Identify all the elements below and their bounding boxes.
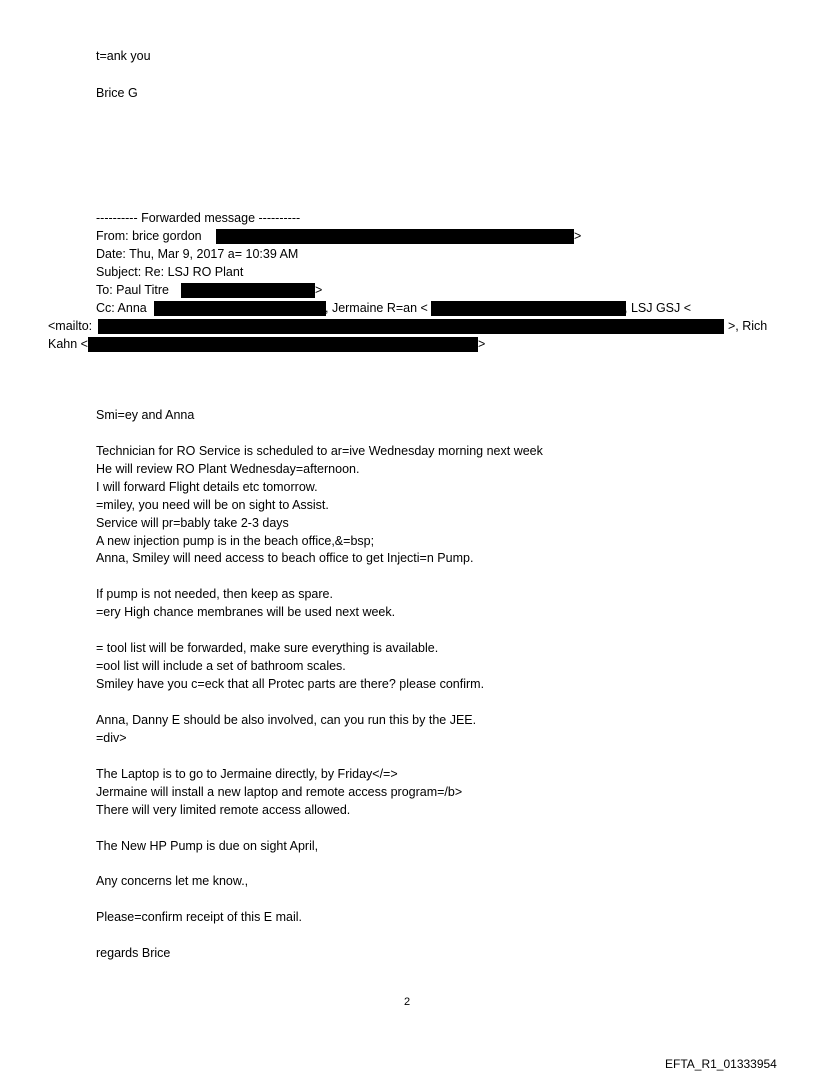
kahn-suffix: > xyxy=(478,337,486,351)
body-line: I will forward Flight details etc tomorrow. xyxy=(96,480,318,494)
body-line: Jermaine will install a new laptop and remote access program=/b> xyxy=(96,785,463,799)
body-line: Any concerns let me know., xyxy=(96,874,249,888)
cc-lsj: , LSJ GSJ < xyxy=(624,301,692,315)
body-line: There will very limited remote access allowed. xyxy=(96,803,351,817)
from-suffix: > xyxy=(574,229,582,243)
signature-line: Brice G xyxy=(96,86,138,100)
to-suffix: > xyxy=(315,283,323,297)
body-line: Smiley have you c=eck that all Protec parts are there? please confirm. xyxy=(96,677,485,691)
body-line: Anna, Danny E should be also involved, can you run this by the JEE. xyxy=(96,713,477,727)
body-line: =ery High chance membranes will be used next week. xyxy=(96,605,396,619)
closing-line: regards Brice xyxy=(96,946,171,960)
redaction-to xyxy=(181,283,315,298)
body-line: Anna, Smiley will need access to beach office to get Injecti=n Pump. xyxy=(96,551,474,565)
body-line: If pump is not needed, then keep as spare. xyxy=(96,587,333,601)
body-line: He will review RO Plant Wednesday=afternoon. xyxy=(96,462,360,476)
redaction-from xyxy=(216,229,574,244)
body-line: =div> xyxy=(96,731,127,745)
body-line: = tool list will be forwarded, make sure everything is available. xyxy=(96,641,439,655)
cc-jermaine: , Jermaine R=an < xyxy=(325,301,428,315)
mailto-suffix: >, Rich xyxy=(728,319,768,333)
subject-line: Subject: Re: LSJ RO Plant xyxy=(96,265,244,279)
body-line: Technician for RO Service is scheduled to ar=ive Wednesday morning next week xyxy=(96,444,543,458)
mailto-line: <mailto: xyxy=(48,319,93,333)
cc-line: Cc: Anna xyxy=(96,301,147,315)
body-line: =ool list will include a set of bathroom scales. xyxy=(96,659,346,673)
redaction-kahn xyxy=(88,337,478,352)
thanks-line: t=ank you xyxy=(96,49,151,63)
forward-header: ---------- Forwarded message ---------- xyxy=(96,211,301,225)
body-line: =miley, you need will be on sight to Assist. xyxy=(96,498,329,512)
date-line: Date: Thu, Mar 9, 2017 a= 10:39 AM xyxy=(96,247,299,261)
redaction-mailto xyxy=(98,319,724,334)
page-number: 2 xyxy=(404,996,411,1008)
redaction-cc-anna xyxy=(154,301,326,316)
body-line: Service will pr=bably take 2-3 days xyxy=(96,516,289,530)
kahn-line: Kahn < xyxy=(48,337,88,351)
to-line: To: Paul Titre xyxy=(96,283,169,297)
body-line: Please=confirm receipt of this E mail. xyxy=(96,910,302,924)
body-line: The New HP Pump is due on sight April, xyxy=(96,839,319,853)
body-line: A new injection pump is in the beach office,&=bsp; xyxy=(96,534,375,548)
bates-number: EFTA_R1_01333954 xyxy=(665,1057,777,1071)
body-line: The Laptop is to go to Jermaine directly, by Friday</=> xyxy=(96,767,398,781)
greeting-line: Smi=ey and Anna xyxy=(96,408,195,422)
from-line: From: brice gordon xyxy=(96,229,202,243)
redaction-cc-jermaine xyxy=(431,301,626,316)
